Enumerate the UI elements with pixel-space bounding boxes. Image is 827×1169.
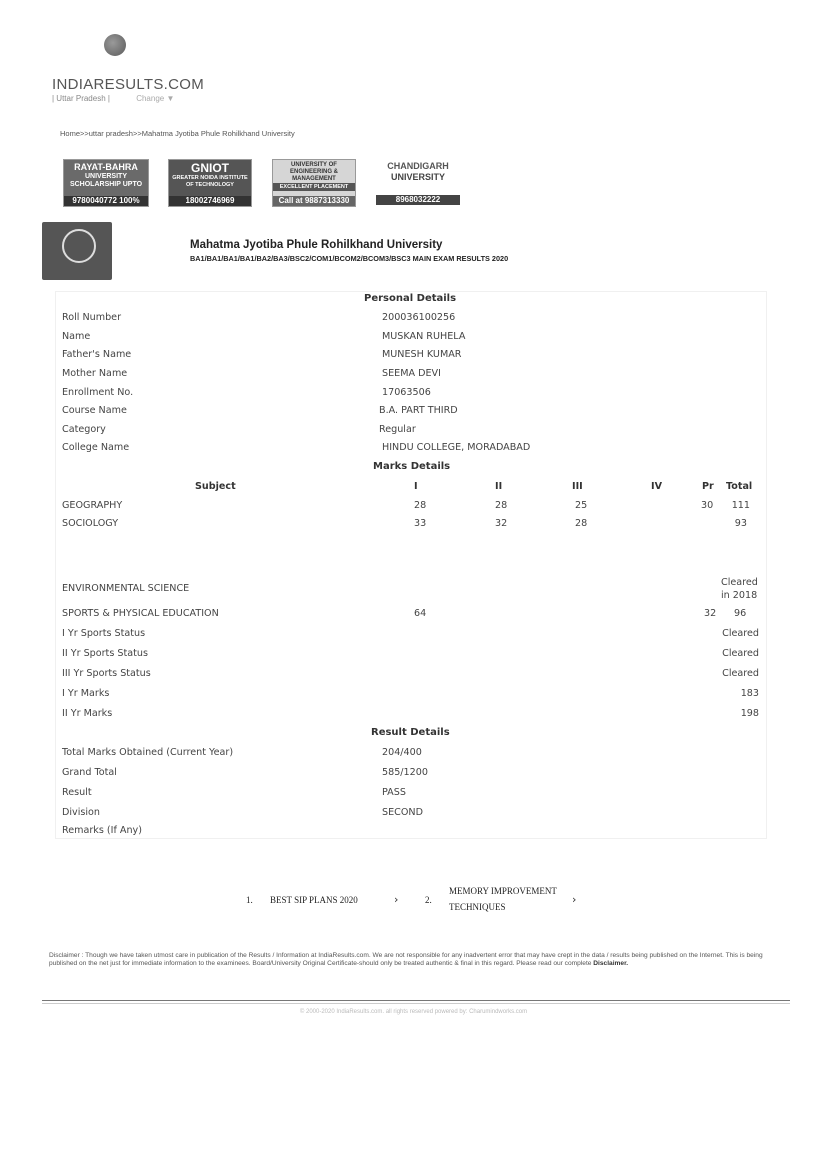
ad-phone: 8968032222	[376, 195, 460, 205]
sociology-paper-1: 33	[414, 518, 427, 529]
related-link-sip-plans[interactable]: BEST SIP PLANS 2020	[270, 895, 358, 905]
sports-status-year-1-label: I Yr Sports Status	[62, 628, 146, 639]
ad-phone: Call at 9887313330	[273, 196, 355, 206]
footer-divider-secondary	[42, 1003, 790, 1004]
enrollment-value: 17063506	[382, 387, 431, 398]
remarks-label: Remarks (If Any)	[62, 825, 142, 836]
exam-title: BA1/BA1/BA1/BA1/BA2/BA3/BSC2/COM1/BCOM2/BCOM3/BSC3 MAIN EXAM RESULTS 2020	[190, 254, 509, 263]
header-practical: Pr	[702, 481, 714, 492]
ad-title: CHANDIGARH	[387, 161, 449, 171]
university-seal-icon	[62, 229, 96, 263]
total-marks-value: 204/400	[382, 747, 422, 758]
division-label: Division	[62, 807, 101, 818]
region-selector	[52, 94, 174, 103]
sociology-total: 93	[734, 518, 747, 529]
division-value: SECOND	[382, 807, 423, 818]
header-paper-1: I	[414, 481, 418, 492]
ad-banner-uem[interactable]	[272, 159, 356, 207]
category-value: Regular	[379, 424, 416, 435]
header-paper-4: IV	[651, 481, 662, 492]
geography-practical: 30	[701, 500, 714, 511]
result-details-title: Result Details	[371, 727, 450, 738]
sports-status-year-2-label: II Yr Sports Status	[62, 648, 148, 659]
footer-divider	[42, 1000, 790, 1001]
ad-phone: 9780040772 100%	[64, 196, 148, 206]
site-logo-icon[interactable]	[104, 34, 126, 56]
subject-sports-pe: SPORTS & PHYSICAL EDUCATION	[62, 608, 219, 619]
sports-pe-paper-1: 64	[414, 608, 427, 619]
grand-total-label: Grand Total	[62, 767, 117, 778]
ad-subtitle: EXCELLENT PLACEMENT	[273, 183, 355, 191]
breadcrumb[interactable]: Home>>uttar pradesh>>Mahatma Jyotiba Phule Rohilkhand University	[60, 129, 295, 138]
disclaimer-link[interactable]: Disclaimer.	[593, 960, 629, 968]
year-2-marks-label: II Yr Marks	[62, 708, 113, 719]
course-name-value: B.A. PART THIRD	[379, 405, 458, 416]
related-link-memory-line2[interactable]: TECHNIQUES	[449, 902, 506, 912]
sports-status-year-3-label: III Yr Sports Status	[62, 668, 151, 679]
subject-environmental-science: ENVIRONMENTAL SCIENCE	[62, 583, 190, 594]
roll-number-value: 200036100256	[382, 312, 456, 323]
year-1-marks-label: I Yr Marks	[62, 688, 110, 699]
ad-subtitle: GREATER NOIDA INSTITUTE OF TECHNOLOGY	[172, 175, 248, 188]
geography-paper-1: 28	[414, 500, 427, 511]
header-paper-3: III	[572, 481, 583, 492]
result-value: PASS	[382, 787, 406, 798]
ad-title: RAYAT-BAHRA	[74, 162, 138, 172]
father-name-value: MUNESH KUMAR	[382, 349, 462, 360]
ad-subtitle: UNIVERSITY	[84, 173, 127, 180]
subject-sociology: SOCIOLOGY	[62, 518, 119, 529]
sports-status-year-2-value: Cleared	[722, 648, 759, 659]
name-label: Name	[62, 331, 91, 342]
mother-name-label: Mother Name	[62, 368, 128, 379]
college-name-label: College Name	[62, 442, 130, 453]
ad-tagline: SCHOLARSHIP UPTO	[69, 181, 143, 188]
name-value: MUSKAN RUHELA	[382, 331, 466, 342]
university-name: Mahatma Jyotiba Phule Rohilkhand University	[190, 239, 443, 251]
region-name: | Uttar Pradesh |	[52, 94, 110, 103]
total-marks-label: Total Marks Obtained (Current Year)	[62, 747, 234, 758]
disclaimer	[49, 952, 771, 969]
subject-geography: GEOGRAPHY	[62, 500, 123, 511]
disclaimer-text: Disclaimer : Though we have taken utmost care in publication of the Results / Information at IndiaResults.com. We are not responsible for any inadvertent error that may have crept in the data / results being published on the Internet. This is being published on the net just for immediate information to the examinees. Board/University Original Certificate-should only be treated authentic & final in this regard. Please read our complete	[49, 952, 763, 968]
change-region-link[interactable]: Change ▼	[136, 94, 175, 103]
ad-title: GNIOT	[191, 161, 229, 175]
father-name-label: Father's Name	[62, 349, 132, 360]
header-subject: Subject	[195, 481, 236, 492]
header-total: Total	[726, 481, 753, 492]
grand-total-value: 585/1200	[382, 767, 428, 778]
env-science-status-line1: Cleared	[721, 577, 758, 588]
year-2-marks-value: 198	[740, 708, 759, 719]
ad-subtitle: UNIVERSITY	[390, 172, 445, 182]
geography-paper-3: 25	[575, 500, 588, 511]
mother-name-value: SEEMA DEVI	[382, 368, 441, 379]
related-link-2-number: 2.	[425, 895, 432, 905]
geography-total: 111	[731, 500, 750, 511]
category-label: Category	[62, 424, 106, 435]
sports-status-year-1-value: Cleared	[722, 628, 759, 639]
sociology-paper-3: 28	[575, 518, 588, 529]
sociology-paper-2: 32	[495, 518, 508, 529]
course-name-label: Course Name	[62, 405, 127, 416]
college-name-value: HINDU COLLEGE, MORADABAD	[382, 442, 531, 453]
result-label: Result	[62, 787, 92, 798]
geography-paper-2: 28	[495, 500, 508, 511]
header-paper-2: II	[495, 481, 503, 492]
chevron-right-icon[interactable]: ›	[394, 893, 399, 906]
sports-status-year-3-value: Cleared	[722, 668, 759, 679]
sports-pe-total: 96	[734, 608, 747, 619]
related-link-1-number: 1.	[246, 895, 253, 905]
ad-banner-chandigarh-university[interactable]	[376, 159, 460, 205]
ad-banner-gniot[interactable]	[168, 159, 252, 207]
university-logo	[42, 222, 112, 280]
sports-pe-practical: 32	[704, 608, 717, 619]
ad-title: UNIVERSITY OF ENGINEERING & MANAGEMENT	[289, 162, 338, 182]
marks-details-title: Marks Details	[373, 461, 451, 472]
year-1-marks-value: 183	[740, 688, 759, 699]
roll-number-label: Roll Number	[62, 312, 122, 323]
chevron-right-icon[interactable]: ›	[572, 893, 577, 906]
copyright: © 2000-2020 IndiaResults.com. all rights reserved powered by: Charumindworks.com	[299, 1009, 528, 1015]
env-science-status-line2: in 2018	[721, 590, 758, 601]
related-link-memory-line1[interactable]: MEMORY IMPROVEMENT	[449, 886, 557, 896]
enrollment-label: Enrollment No.	[62, 387, 134, 398]
ad-banner-rayat-bahra[interactable]	[63, 159, 149, 207]
site-logo[interactable]: INDIARESULTS.COM	[52, 76, 205, 93]
personal-details-title: Personal Details	[364, 293, 457, 304]
ad-phone: 18002746969	[169, 196, 251, 206]
